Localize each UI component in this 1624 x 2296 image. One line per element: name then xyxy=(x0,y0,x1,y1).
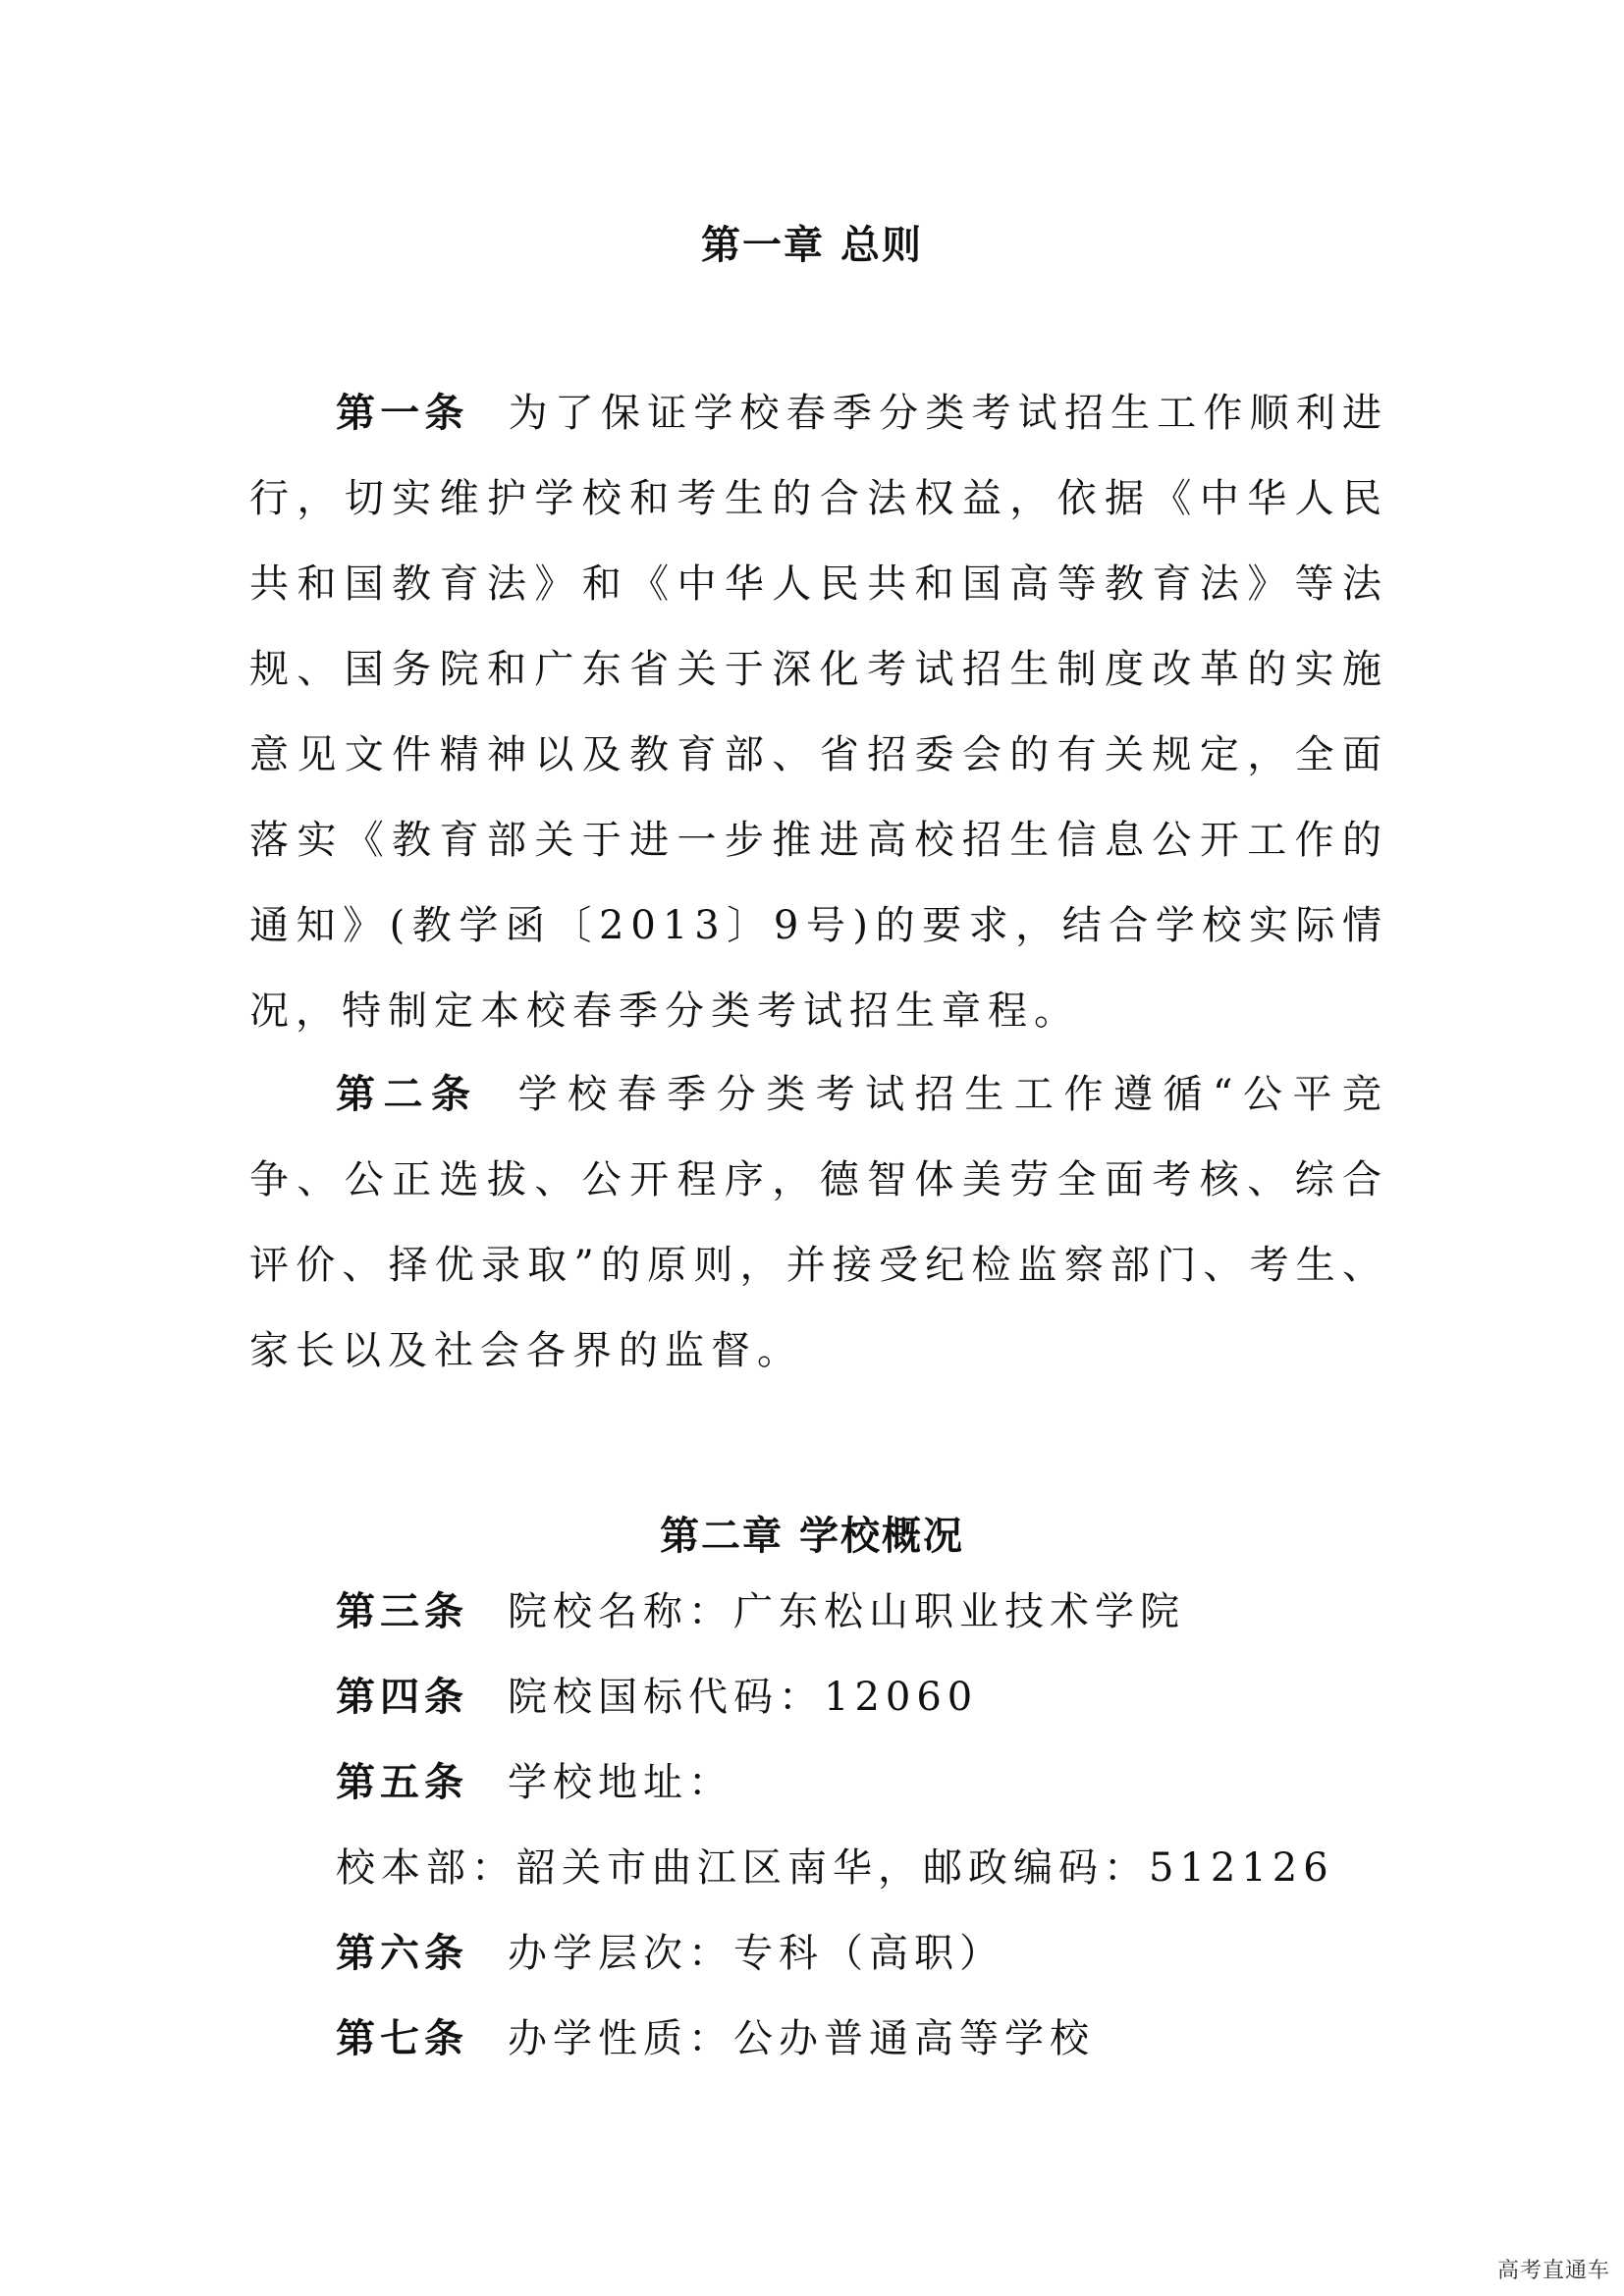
article-7-label: 第七条 xyxy=(336,2016,468,2061)
article-5 xyxy=(336,1757,733,1808)
article-3-text: 院校名称：广东松山职业技术学院 xyxy=(508,1589,1185,1634)
article-4-text: 院校国标代码：12060 xyxy=(508,1675,979,1720)
campus-address: 校本部：韶关市曲江区南华，邮政编码：512126 xyxy=(336,1845,1334,1891)
article-1-text: 为了保证学校春季分类考试招生工作顺利进行，切实维护学校和考生的合法权益，依据《中华人民共和国教育法》和《中华人民共和国高等教育法》等法规、国务院和广东省关于深化考试招生制度改革的实施意见文件精神以及教育部、省招委会的有关规定，全面落实《教育部关于进一步推进高校招生信息公开工作的通知》(教学函〔2013〕9号)的要求，结合学校实际情况，特制定本校春季分类考试招生章程。 xyxy=(249,391,1389,1034)
article-3 xyxy=(336,1586,1185,1637)
article-2-label: 第二条 xyxy=(336,1072,479,1117)
article-5-label: 第五条 xyxy=(336,1760,468,1805)
chapter-2-title: 第二章 学校概况 xyxy=(660,1514,964,1559)
watermark: 高考直通车 xyxy=(1496,2259,1610,2283)
article-6 xyxy=(336,1928,1004,1979)
article-2-text: 学校春季分类考试招生工作遵循“公平竞争、公正选拔、公开程序，德智体美劳全面考核、综合评价、择优录取”的原则，并接受纪检监察部门、考生、家长以及社会各界的监督。 xyxy=(249,1072,1389,1373)
article-1 xyxy=(249,371,1388,1054)
article-2 xyxy=(249,1052,1388,1394)
article-7 xyxy=(336,2013,1095,2064)
article-7-text: 办学性质：公办普通高等学校 xyxy=(508,2016,1095,2061)
article-4 xyxy=(336,1672,978,1723)
chapter-1-title: 第一章 总则 xyxy=(701,223,923,268)
article-4-label: 第四条 xyxy=(336,1675,468,1720)
article-6-label: 第六条 xyxy=(336,1931,468,1976)
article-5-text: 学校地址： xyxy=(508,1760,733,1805)
article-3-label: 第三条 xyxy=(336,1589,468,1634)
article-6-text: 办学层次：专科（高职） xyxy=(508,1931,1004,1976)
article-1-label: 第一条 xyxy=(336,391,469,436)
